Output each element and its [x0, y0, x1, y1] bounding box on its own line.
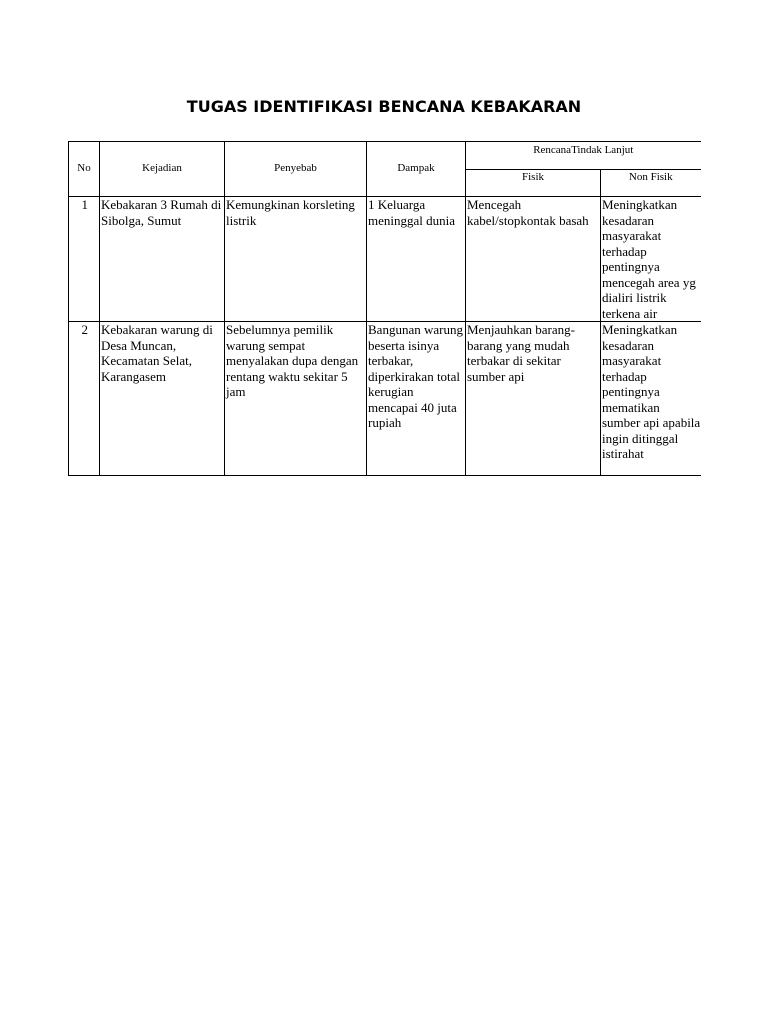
row-fisik: [466, 322, 601, 476]
row-penyebab: [225, 197, 367, 322]
page-title: TUGAS IDENTIFIKASI BENCANA KEBAKARAN: [186, 97, 582, 116]
row-kejadian-text: Kebakaran warung di Desa Muncan, Kecamatan Selat, Karangasem: [101, 322, 213, 384]
incident-table: [68, 141, 701, 476]
table-row: [69, 197, 701, 322]
header-dampak: Dampak: [367, 142, 466, 197]
row-non-fisik-text: Meningkatkan kesadaran masyarakat terhadap pentingnya mematikan sumber api apabila ingin ditinggal istirahat: [602, 322, 701, 461]
header-penyebab: Penyebab: [225, 142, 367, 197]
header-fisik: Fisik: [466, 170, 601, 197]
row-non-fisik: [601, 197, 701, 322]
header-kejadian: Kejadian: [100, 142, 225, 197]
row-penyebab: [225, 322, 367, 476]
row-kejadian: [100, 197, 225, 322]
row-penyebab-text: Kemungkinan korsleting listrik: [226, 197, 355, 228]
header-non-fisik: Non Fisik: [601, 170, 701, 197]
row-penyebab-text: Sebelumnya pemilik warung sempat menyalakan dupa dengan rentang waktu sekitar 5 jam: [226, 322, 359, 399]
row-dampak: [367, 322, 466, 476]
header-no: No: [69, 142, 100, 197]
row-dampak-text: Bangunan warung beserta isinya terbakar, diperkirakan total kerugian mencapai 40 juta rupiah: [368, 322, 463, 430]
table-row: [69, 322, 701, 476]
row-non-fisik-text: Meningkatkan kesadaran masyarakat terhadap pentingnya mencegah area yg dialiri listrik terkena air: [602, 197, 696, 321]
row-dampak-text: 1 Keluarga meninggal dunia: [368, 197, 456, 228]
row-fisik-text: Menjauhkan barang-barang yang mudah terbakar di sekitar sumber api: [467, 322, 575, 384]
row-no: 2: [69, 322, 100, 476]
row-no: 1: [69, 197, 100, 322]
row-dampak: [367, 197, 466, 322]
row-kejadian: [100, 322, 225, 476]
header-row-top: [69, 142, 701, 170]
row-kejadian-text: Kebakaran 3 Rumah di Sibolga, Sumut: [101, 197, 222, 228]
row-non-fisik: [601, 322, 701, 476]
row-fisik: [466, 197, 601, 322]
header-rencana-tindak-lanjut: RencanaTindak Lanjut: [466, 142, 701, 170]
row-fisik-text: Mencegah kabel/stopkontak basah: [467, 197, 589, 228]
